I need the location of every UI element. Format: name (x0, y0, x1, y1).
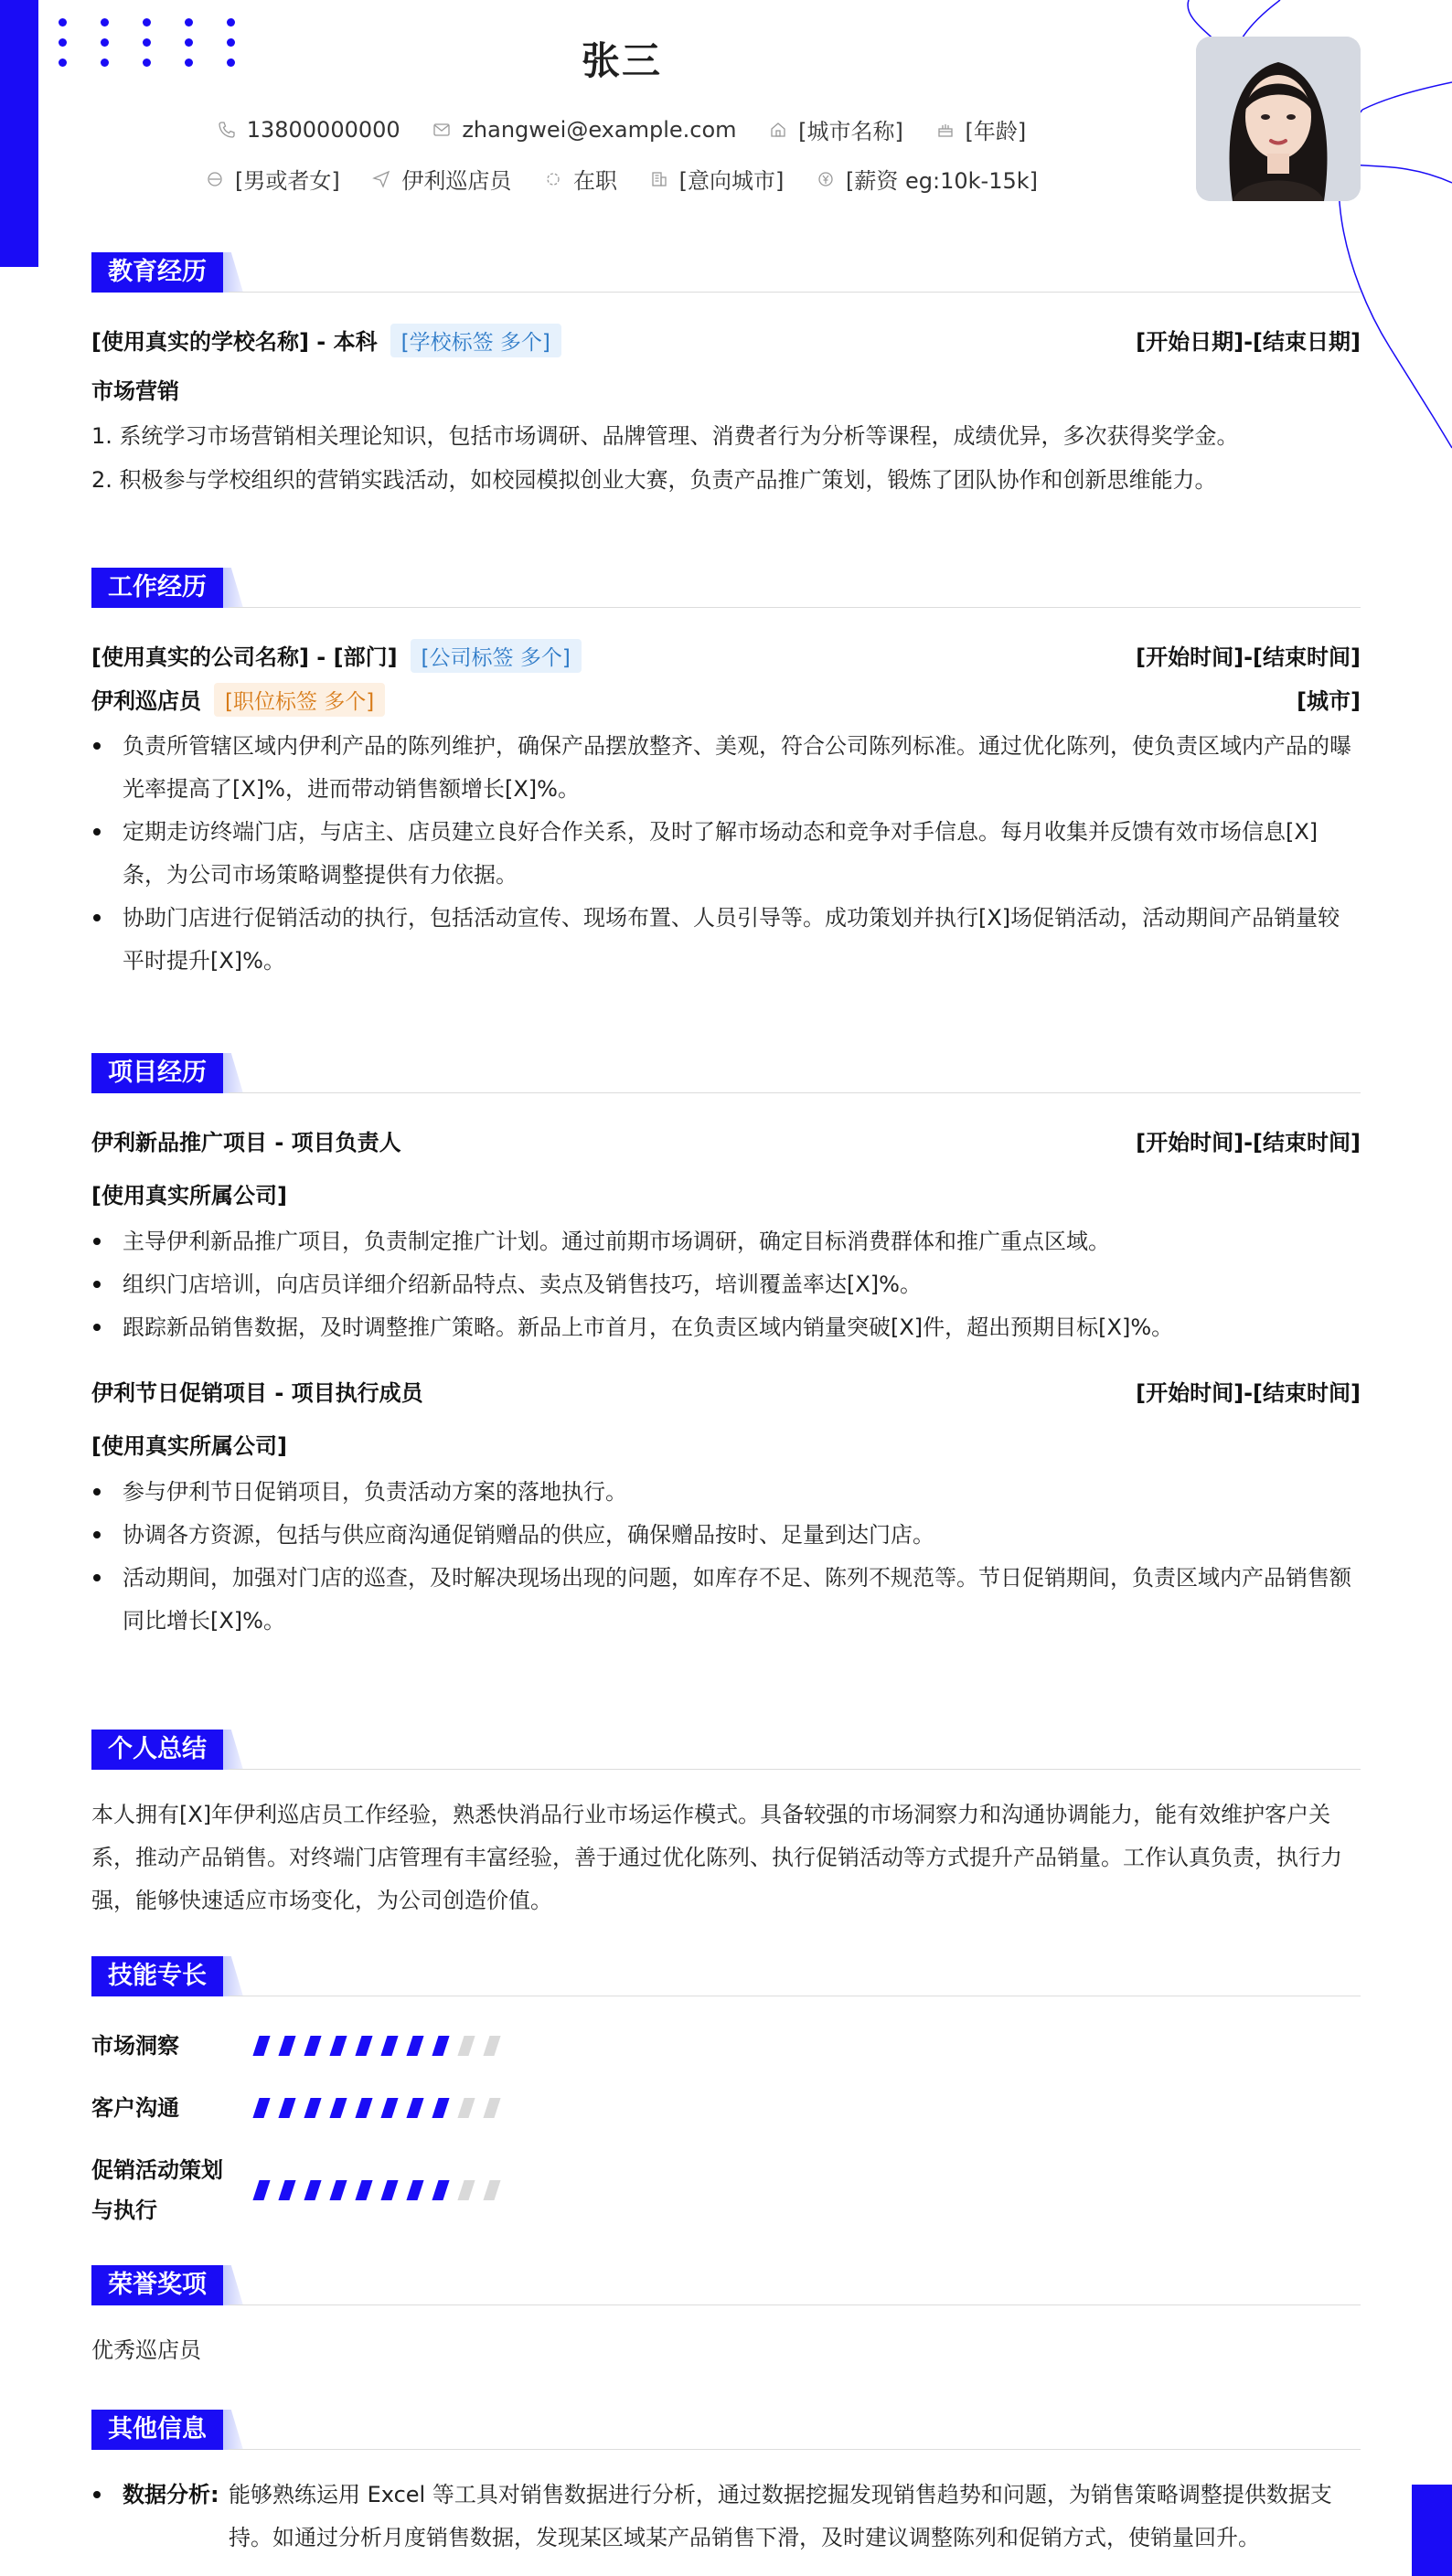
project-item: 活动期间，加强对门店的巡查，及时解决现场出现的问题，如库存不足、陈列不规范等。节日促销期间，负责区域内产品销售额同比增长[X]%。 (91, 1557, 1361, 1643)
school-tag: [学校标签 多个] (390, 324, 561, 357)
skill-segment-filled (304, 2098, 321, 2118)
project-name: 伊利节日促销项目 - 项目执行成员 (91, 1380, 423, 1406)
project-items (91, 1471, 1361, 1643)
role-row (91, 683, 1361, 712)
skill-segment-empty (457, 2036, 475, 2056)
work-items (91, 725, 1361, 983)
gender-text: [男或者女] (234, 168, 340, 194)
company-row (91, 639, 1361, 668)
skill-label: 促销活动策划与执行 (91, 2157, 223, 2223)
portrait-image (1196, 37, 1361, 201)
skill-segment-filled (406, 2098, 423, 2118)
project-item: 跟踪新品销售数据，及时调整推广策略。新品上市首月，在负责区域内销量突破[X]件，超出预期目标[X]%。 (91, 1306, 1361, 1349)
school-info (91, 324, 561, 357)
skill-bar (256, 2098, 512, 2118)
skill-segment-filled (329, 2180, 347, 2200)
company-name: [使用真实的公司名称] - [部门] (91, 644, 398, 670)
candidate-name: 张三 (581, 38, 662, 83)
skill-segment-empty (483, 2180, 500, 2200)
education-items (91, 414, 1361, 502)
other-value: 能够熟练运用 Excel 等工具对销售数据进行分析，通过数据挖掘发现销售趋势和问题，为销售策略调整提供数据支持。如通过分析月度销售数据，发现某区域某产品销售下滑，及时建议调整陈列和促销方式，使销量回升。 (229, 2482, 1332, 2550)
role-name: 伊利巡店员 (91, 688, 201, 714)
project-item: 主导伊利新品推广项目，负责制定推广计划。通过前期市场调研，确定目标消费群体和推广重点区域。 (91, 1220, 1361, 1263)
project-company: [使用真实所属公司] (91, 1433, 287, 1459)
skill-segment-filled (380, 2036, 398, 2056)
money-icon (817, 170, 835, 188)
cake-icon (936, 121, 955, 139)
gender-info (206, 163, 340, 195)
project-row (91, 1375, 1361, 1404)
skill-segment-filled (329, 2098, 347, 2118)
major: 市场营销 (91, 378, 179, 404)
summary-heading (91, 1730, 1361, 1770)
project-dates: [开始时间]-[结束时间] (1136, 1380, 1361, 1406)
mail-icon (432, 121, 451, 139)
work-item: 负责所管辖区域内伊利产品的陈列维护，确保产品摆放整齐、美观，符合公司陈列标准。通过优化陈列，使负责区域内产品的曝光率提高了[X]%，进而带动销售额增长[X]%。 (91, 725, 1361, 811)
section-divider (229, 1092, 1361, 1093)
section-title: 技能专长 (91, 1956, 223, 1996)
honors-heading (91, 2265, 1361, 2305)
avatar (1196, 37, 1361, 201)
position-text: 伊利巡店员 (401, 168, 512, 194)
work-city: [城市] (1297, 688, 1361, 714)
skill-segment-filled (329, 2036, 347, 2056)
section-title: 其他信息 (91, 2410, 223, 2450)
section-title: 工作经历 (91, 568, 223, 608)
projects-section (91, 1053, 1361, 1643)
skills-heading (91, 1956, 1361, 1996)
profile-row (0, 163, 1244, 195)
work-heading (91, 568, 1361, 608)
project-item: 组织门店培训，向店员详细介绍新品特点、卖点及销售技巧，培训覆盖率达[X]%。 (91, 1263, 1361, 1306)
salary-text: [薪资 eg:10k-15k] (846, 168, 1038, 194)
skill-segment-filled (304, 2180, 321, 2200)
skill-segment-empty (483, 2098, 500, 2118)
other-heading (91, 2410, 1361, 2450)
section-divider (229, 2449, 1361, 2450)
education-item: 1. 系统学习市场营销相关理论知识，包括市场调研、品牌管理、消费者行为分析等课程，成绩优异，多次获得奖学金。 (91, 423, 1239, 449)
summary-section (91, 1730, 1361, 1922)
project-dates: [开始时间]-[结束时间] (1136, 1130, 1361, 1155)
project-item: 协调各方资源，包括与供应商沟通促销赠品的供应，确保赠品按时、足量到达门店。 (91, 1514, 1361, 1557)
work-item: 定期走访终端门店，与店主、店员建立良好合作关系，及时了解市场动态和竞争对手信息。每月收集并反馈有效市场信息[X]条，为公司市场策略调整提供有力依据。 (91, 811, 1361, 897)
skill-segment-empty (483, 2036, 500, 2056)
project-name: 伊利新品推广项目 - 项目负责人 (91, 1130, 401, 1155)
city-info (769, 113, 903, 145)
skill-segment-filled (278, 2036, 295, 2056)
education-heading (91, 252, 1361, 293)
skill-segment-empty (457, 2098, 475, 2118)
skill-segment-filled (355, 2036, 372, 2056)
age-info (936, 113, 1027, 145)
skill-segment-filled (304, 2036, 321, 2056)
section-title: 个人总结 (91, 1730, 223, 1770)
status-text: 在职 (573, 168, 617, 194)
skill-segment-filled (252, 2098, 270, 2118)
section-divider (229, 292, 1361, 293)
skill-bar (256, 2180, 512, 2200)
skill-segment-filled (278, 2180, 295, 2200)
education-section (91, 252, 1361, 502)
skill-segment-filled (278, 2098, 295, 2118)
education-row (91, 324, 1361, 353)
project-entry (91, 1124, 1361, 1349)
skill-segment-filled (252, 2036, 270, 2056)
honor-item: 优秀巡店员 (91, 2337, 201, 2363)
section-divider (229, 607, 1361, 608)
section-title: 荣誉奖项 (91, 2265, 223, 2305)
skill-segment-filled (406, 2180, 423, 2200)
other-item (91, 2474, 1361, 2560)
skill-segment-filled (380, 2180, 398, 2200)
role-tag: [职位标签 多个] (214, 683, 385, 717)
email-text: zhangwei@example.com (462, 116, 737, 143)
skill-segment-filled (432, 2036, 449, 2056)
contact-row (0, 113, 1244, 145)
skill-segment-filled (355, 2180, 372, 2200)
target-city-text: [意向城市] (678, 168, 785, 194)
project-entry (91, 1375, 1361, 1643)
skill-segment-filled (432, 2180, 449, 2200)
project-items (91, 1220, 1361, 1349)
phone-info (218, 117, 400, 143)
section-divider (229, 1769, 1361, 1770)
skill-segment-empty (457, 2180, 475, 2200)
skill-label: 市场洞察 (91, 2033, 179, 2059)
other-key: 数据分析: (123, 2482, 219, 2507)
education-item: 2. 积极参与学校组织的营销实践活动，如校园模拟创业大赛，负责产品推广策划，锻炼了团队协作和创新思维能力。 (91, 467, 1217, 493)
company-info (91, 639, 582, 673)
age-text: [年龄] (965, 119, 1027, 144)
section-title: 项目经历 (91, 1053, 223, 1093)
skill-bar (256, 2036, 512, 2056)
work-section (91, 568, 1361, 983)
phone-text: 13800000000 (246, 116, 400, 143)
work-dates: [开始时间]-[结束时间] (1136, 644, 1361, 670)
project-row (91, 1124, 1361, 1154)
projects-heading (91, 1053, 1361, 1093)
project-company: [使用真实所属公司] (91, 1183, 287, 1208)
email-info (432, 117, 736, 143)
home-icon (769, 121, 787, 139)
honors-section (91, 2265, 1361, 2372)
right-accent-bar (1412, 2485, 1452, 2576)
target-city-info (650, 163, 785, 195)
other-section (91, 2410, 1361, 2560)
school-name: [使用真实的学校名称] - 本科 (91, 329, 378, 355)
education-dates: [开始日期]-[结束日期] (1136, 329, 1361, 355)
skill-segment-filled (252, 2180, 270, 2200)
skill-label: 客户沟通 (91, 2095, 179, 2121)
gender-icon (206, 170, 224, 188)
skill-segment-filled (380, 2098, 398, 2118)
status-icon (544, 170, 562, 188)
skill-segment-filled (432, 2098, 449, 2118)
salary-info (817, 163, 1038, 195)
company-tag: [公司标签 多个] (411, 639, 582, 673)
building-icon (650, 170, 668, 188)
city-text: [城市名称] (798, 119, 903, 144)
summary-text: 本人拥有[X]年伊利巡店员工作经验，熟悉快消品行业市场运作模式。具备较强的市场洞察力和沟通协调能力，能有效维护客户关系，推动产品销售。对终端门店管理有丰富经验，善于通过优化陈列、执行促销活动等方式提升产品销量。工作认真负责，执行力强，能够快速适应市场变化，为公司创造价值。 (91, 1802, 1342, 1913)
project-item: 参与伊利节日促销项目，负责活动方案的落地执行。 (91, 1471, 1361, 1514)
work-item: 协助门店进行促销活动的执行，包括活动宣传、现场布置、人员引导等。成功策划并执行[X]场促销活动，活动期间产品销量较平时提升[X]%。 (91, 897, 1361, 983)
role-info (91, 683, 385, 717)
skills-section (91, 1956, 1361, 2230)
skill-segment-filled (406, 2036, 423, 2056)
skill-segment-filled (355, 2098, 372, 2118)
status-info (544, 163, 617, 195)
section-title: 教育经历 (91, 252, 223, 293)
phone-icon (218, 121, 236, 139)
position-info (372, 163, 511, 195)
send-icon (372, 170, 390, 188)
